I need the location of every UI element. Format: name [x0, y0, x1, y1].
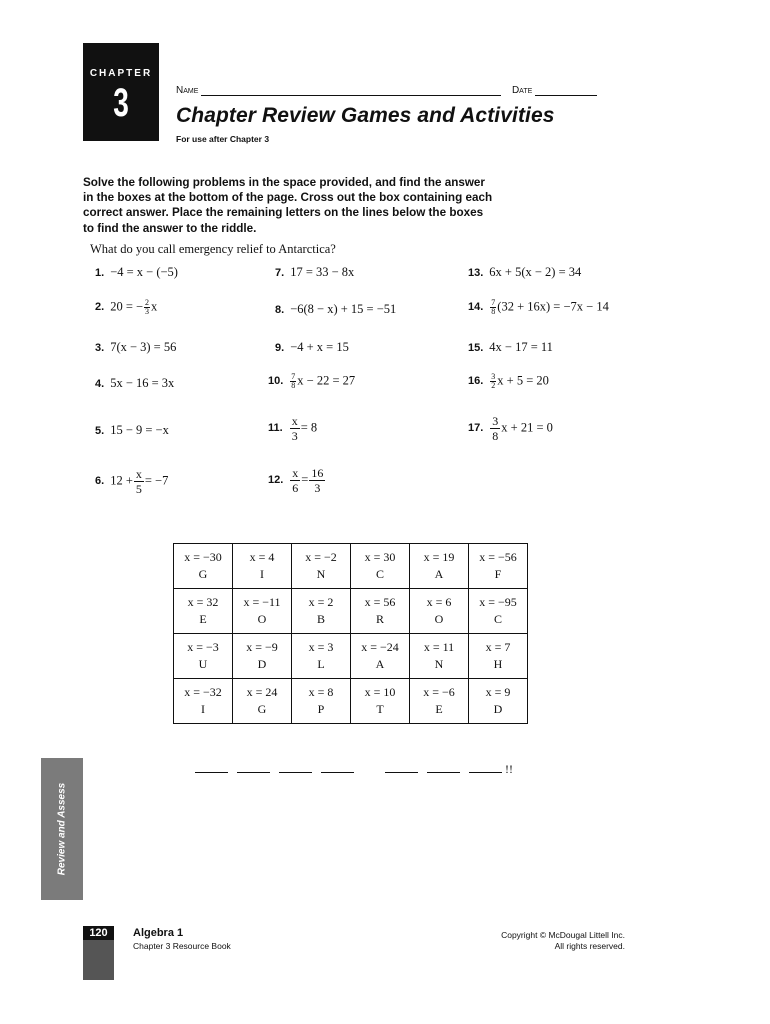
- answer-cell[interactable]: [410, 679, 469, 724]
- answer-letter: O: [434, 612, 444, 626]
- answer-letter: E: [199, 612, 207, 626]
- answer-letter: C: [375, 567, 384, 581]
- answer-blank[interactable]: [237, 762, 270, 773]
- problem-number: 7.: [275, 267, 285, 279]
- answer-value: x = −3: [187, 640, 219, 654]
- problem-5: [95, 423, 169, 438]
- chapter-badge: [83, 43, 159, 141]
- answer-cell[interactable]: [410, 589, 469, 634]
- answer-row: [174, 544, 528, 589]
- problem-number: 12.: [268, 474, 284, 487]
- answer-cell[interactable]: [174, 544, 233, 589]
- answer-letter: T: [376, 702, 384, 716]
- problem-equation: 7(x − 3) = 56: [110, 340, 177, 354]
- answer-value: x = 7: [485, 640, 511, 654]
- answer-value: x = 11: [423, 640, 455, 654]
- answer-letter: I: [201, 702, 205, 716]
- answer-cell[interactable]: [233, 589, 292, 634]
- instructions: Solve the following problems in the space provided, and find the answer in the boxes at the bottom of the page. Cross out the box containing each correct answer. Place the remaining letters on the lines below the boxes to find the answer to the riddle.: [83, 176, 493, 235]
- problem-number: 8.: [275, 304, 285, 316]
- answer-cell[interactable]: [292, 589, 351, 634]
- answer-letter: H: [493, 657, 503, 671]
- name-date-row: [176, 85, 626, 96]
- answer-letter: E: [435, 702, 443, 716]
- copyright-line-1: Copyright © McDougal Littell Inc.: [501, 930, 625, 940]
- answer-blank[interactable]: [195, 762, 228, 773]
- problem-number: 14.: [468, 301, 484, 314]
- riddle-answer-blanks: [195, 762, 513, 777]
- answer-blank[interactable]: [279, 762, 312, 773]
- problem-number: 15.: [468, 342, 484, 354]
- answer-letter: U: [198, 657, 208, 671]
- answer-row: [174, 679, 528, 724]
- answer-letter: A: [375, 657, 385, 671]
- answer-value: x = 10: [364, 685, 396, 699]
- answer-value: x = 2: [308, 595, 334, 609]
- problem-13: [468, 265, 581, 280]
- problem-11: [268, 414, 317, 443]
- answer-cell[interactable]: [469, 634, 528, 679]
- answer-letter: N: [316, 567, 326, 581]
- problem-equation: −6(8 − x) + 15 = −51: [290, 302, 397, 316]
- answer-cell[interactable]: [410, 634, 469, 679]
- name-label: Name: [176, 85, 199, 96]
- riddle-question: What do you call emergency relief to Antarctica?: [90, 242, 336, 256]
- answer-cell[interactable]: [174, 589, 233, 634]
- problem-equation-right: x: [151, 299, 158, 314]
- problem-equation: −4 = x − (−5): [110, 265, 178, 279]
- answer-cell[interactable]: [410, 544, 469, 589]
- answer-letter: F: [494, 567, 502, 581]
- problem-9: [275, 340, 349, 355]
- fraction: $\frac{2}{3}$: [145, 298, 150, 316]
- answer-grid: [173, 543, 528, 724]
- problem-6: [95, 467, 168, 496]
- problem-equation: 6x + 5(x − 2) = 34: [489, 265, 582, 279]
- answer-value: x = −11: [243, 595, 281, 609]
- side-tab: [41, 758, 83, 900]
- answer-value: x = −32: [184, 685, 222, 699]
- problem-3: [95, 340, 176, 355]
- answer-value: x = 4: [249, 550, 275, 564]
- answer-cell[interactable]: [351, 544, 410, 589]
- date-label: Date: [511, 85, 533, 96]
- problem-number: 16.: [468, 375, 484, 388]
- answer-letter: I: [260, 567, 264, 581]
- book-title: Algebra 1: [133, 927, 184, 939]
- answer-suffix: !!: [505, 762, 513, 776]
- side-tab-label: Review and Assess: [56, 782, 68, 876]
- answer-row: [174, 589, 528, 634]
- answer-value: x = 32: [187, 595, 219, 609]
- answer-value: x = −56: [479, 550, 517, 564]
- answer-letter: G: [257, 702, 267, 716]
- fraction: $\frac{7}{8}$: [491, 298, 496, 316]
- answer-letter: O: [257, 612, 267, 626]
- copyright-line-2: All rights reserved.: [554, 941, 625, 951]
- answer-cell[interactable]: [469, 679, 528, 724]
- answer-blank[interactable]: [321, 762, 354, 773]
- problem-7: [275, 265, 354, 280]
- problem-number: 6.: [95, 475, 105, 488]
- fraction: $\frac{16}{3}$: [311, 466, 324, 495]
- answer-value: x = −2: [305, 550, 337, 564]
- answer-letter: D: [493, 702, 503, 716]
- answer-row: [174, 634, 528, 679]
- date-line[interactable]: [535, 95, 597, 96]
- problem-8: [275, 302, 396, 317]
- answer-cell[interactable]: [174, 634, 233, 679]
- page-title: Chapter Review Games and Activities: [176, 104, 555, 127]
- answer-cell[interactable]: [469, 589, 528, 634]
- fraction: $\frac{3}{2}$: [491, 372, 496, 390]
- problem-number: 13.: [468, 267, 484, 279]
- answer-letter: G: [198, 567, 208, 581]
- fraction: $\frac{x}{6}$: [292, 466, 299, 495]
- problem-equation-right: (32 + 16x) = −7x − 14: [497, 299, 609, 314]
- problem-equation-right: x + 5 = 20: [497, 373, 549, 388]
- answer-value: x = 19: [423, 550, 455, 564]
- answer-letter: A: [434, 567, 444, 581]
- problem-equation: −4 + x = 15: [290, 340, 349, 354]
- answer-value: x = 6: [426, 595, 452, 609]
- answer-value: x = −9: [246, 640, 278, 654]
- problem-equation-right: = −7: [144, 473, 169, 488]
- page-number: 120: [83, 926, 114, 940]
- fraction: $\frac{x}{5}$: [135, 467, 142, 496]
- answer-cell[interactable]: [292, 679, 351, 724]
- problem-number: 1.: [95, 267, 105, 279]
- answer-cell[interactable]: [233, 679, 292, 724]
- answer-cell[interactable]: [351, 589, 410, 634]
- problem-number: 5.: [95, 425, 105, 437]
- answer-blank[interactable]: [385, 762, 418, 773]
- answer-cell[interactable]: [233, 634, 292, 679]
- problem-equation-left: 12 +: [110, 473, 133, 488]
- answer-cell[interactable]: [233, 544, 292, 589]
- problem-equation-right: = 8: [300, 420, 318, 435]
- answer-cell[interactable]: [351, 679, 410, 724]
- problem-4: [95, 376, 174, 391]
- answer-cell[interactable]: [292, 634, 351, 679]
- answer-value: x = 24: [246, 685, 278, 699]
- chapter-number: 3: [113, 81, 129, 125]
- problem-10: [268, 373, 355, 390]
- answer-value: x = −24: [361, 640, 399, 654]
- page-subtitle: For use after Chapter 3: [176, 134, 270, 144]
- copyright: [501, 930, 625, 952]
- answer-letter: R: [375, 612, 384, 626]
- answer-cell[interactable]: [174, 679, 233, 724]
- fraction: $\frac{x}{3}$: [291, 414, 298, 443]
- problem-equation: 5x − 16 = 3x: [110, 376, 175, 390]
- answer-value: x = 8: [308, 685, 334, 699]
- answer-cell[interactable]: [292, 544, 351, 589]
- problem-number: 17.: [468, 422, 484, 435]
- book-subtitle: Chapter 3 Resource Book: [133, 941, 231, 951]
- problem-number: 10.: [268, 375, 284, 388]
- answer-value: x = −30: [184, 550, 222, 564]
- problem-1: [95, 265, 178, 280]
- problem-equation-right: x − 22 = 27: [297, 373, 356, 388]
- answer-value: x = −95: [479, 595, 517, 609]
- answer-letter: B: [316, 612, 325, 626]
- answer-blank[interactable]: [469, 762, 502, 773]
- problem-12: [268, 466, 326, 495]
- problem-17: [468, 414, 553, 443]
- problem-15: [468, 340, 553, 355]
- answer-letter: P: [317, 702, 325, 716]
- problem-equation: 17 = 33 − 8x: [290, 265, 355, 279]
- chapter-label: CHAPTER: [89, 68, 153, 79]
- problem-number: 11.: [268, 422, 283, 435]
- problem-equation: 15 − 9 = −x: [110, 423, 169, 437]
- problem-equation-right: x + 21 = 0: [501, 420, 553, 435]
- problem-equation: 4x − 17 = 11: [489, 340, 553, 354]
- fraction: $\frac{7}{8}$: [291, 372, 296, 390]
- problem-2: [95, 299, 157, 316]
- problem-14: [468, 299, 609, 316]
- problem-number: 2.: [95, 301, 105, 314]
- answer-value: x = 9: [485, 685, 511, 699]
- answer-value: x = 56: [364, 595, 396, 609]
- problem-number: 4.: [95, 378, 105, 390]
- answer-letter: C: [493, 612, 502, 626]
- answer-letter: D: [257, 657, 267, 671]
- answer-cell[interactable]: [351, 634, 410, 679]
- fraction: $\frac{3}{8}$: [492, 414, 499, 443]
- problem-16: [468, 373, 549, 390]
- answer-letter: L: [317, 657, 325, 671]
- name-line[interactable]: [201, 95, 501, 96]
- answer-value: x = 3: [308, 640, 334, 654]
- answer-blank[interactable]: [427, 762, 460, 773]
- answer-letter: N: [434, 657, 444, 671]
- equals-sign: =: [301, 472, 309, 487]
- problem-number: 9.: [275, 342, 285, 354]
- problem-number: 3.: [95, 342, 105, 354]
- answer-value: x = −6: [423, 685, 455, 699]
- problem-equation-left: 20 = −: [110, 299, 144, 314]
- answer-value: x = 30: [364, 550, 396, 564]
- answer-cell[interactable]: [469, 544, 528, 589]
